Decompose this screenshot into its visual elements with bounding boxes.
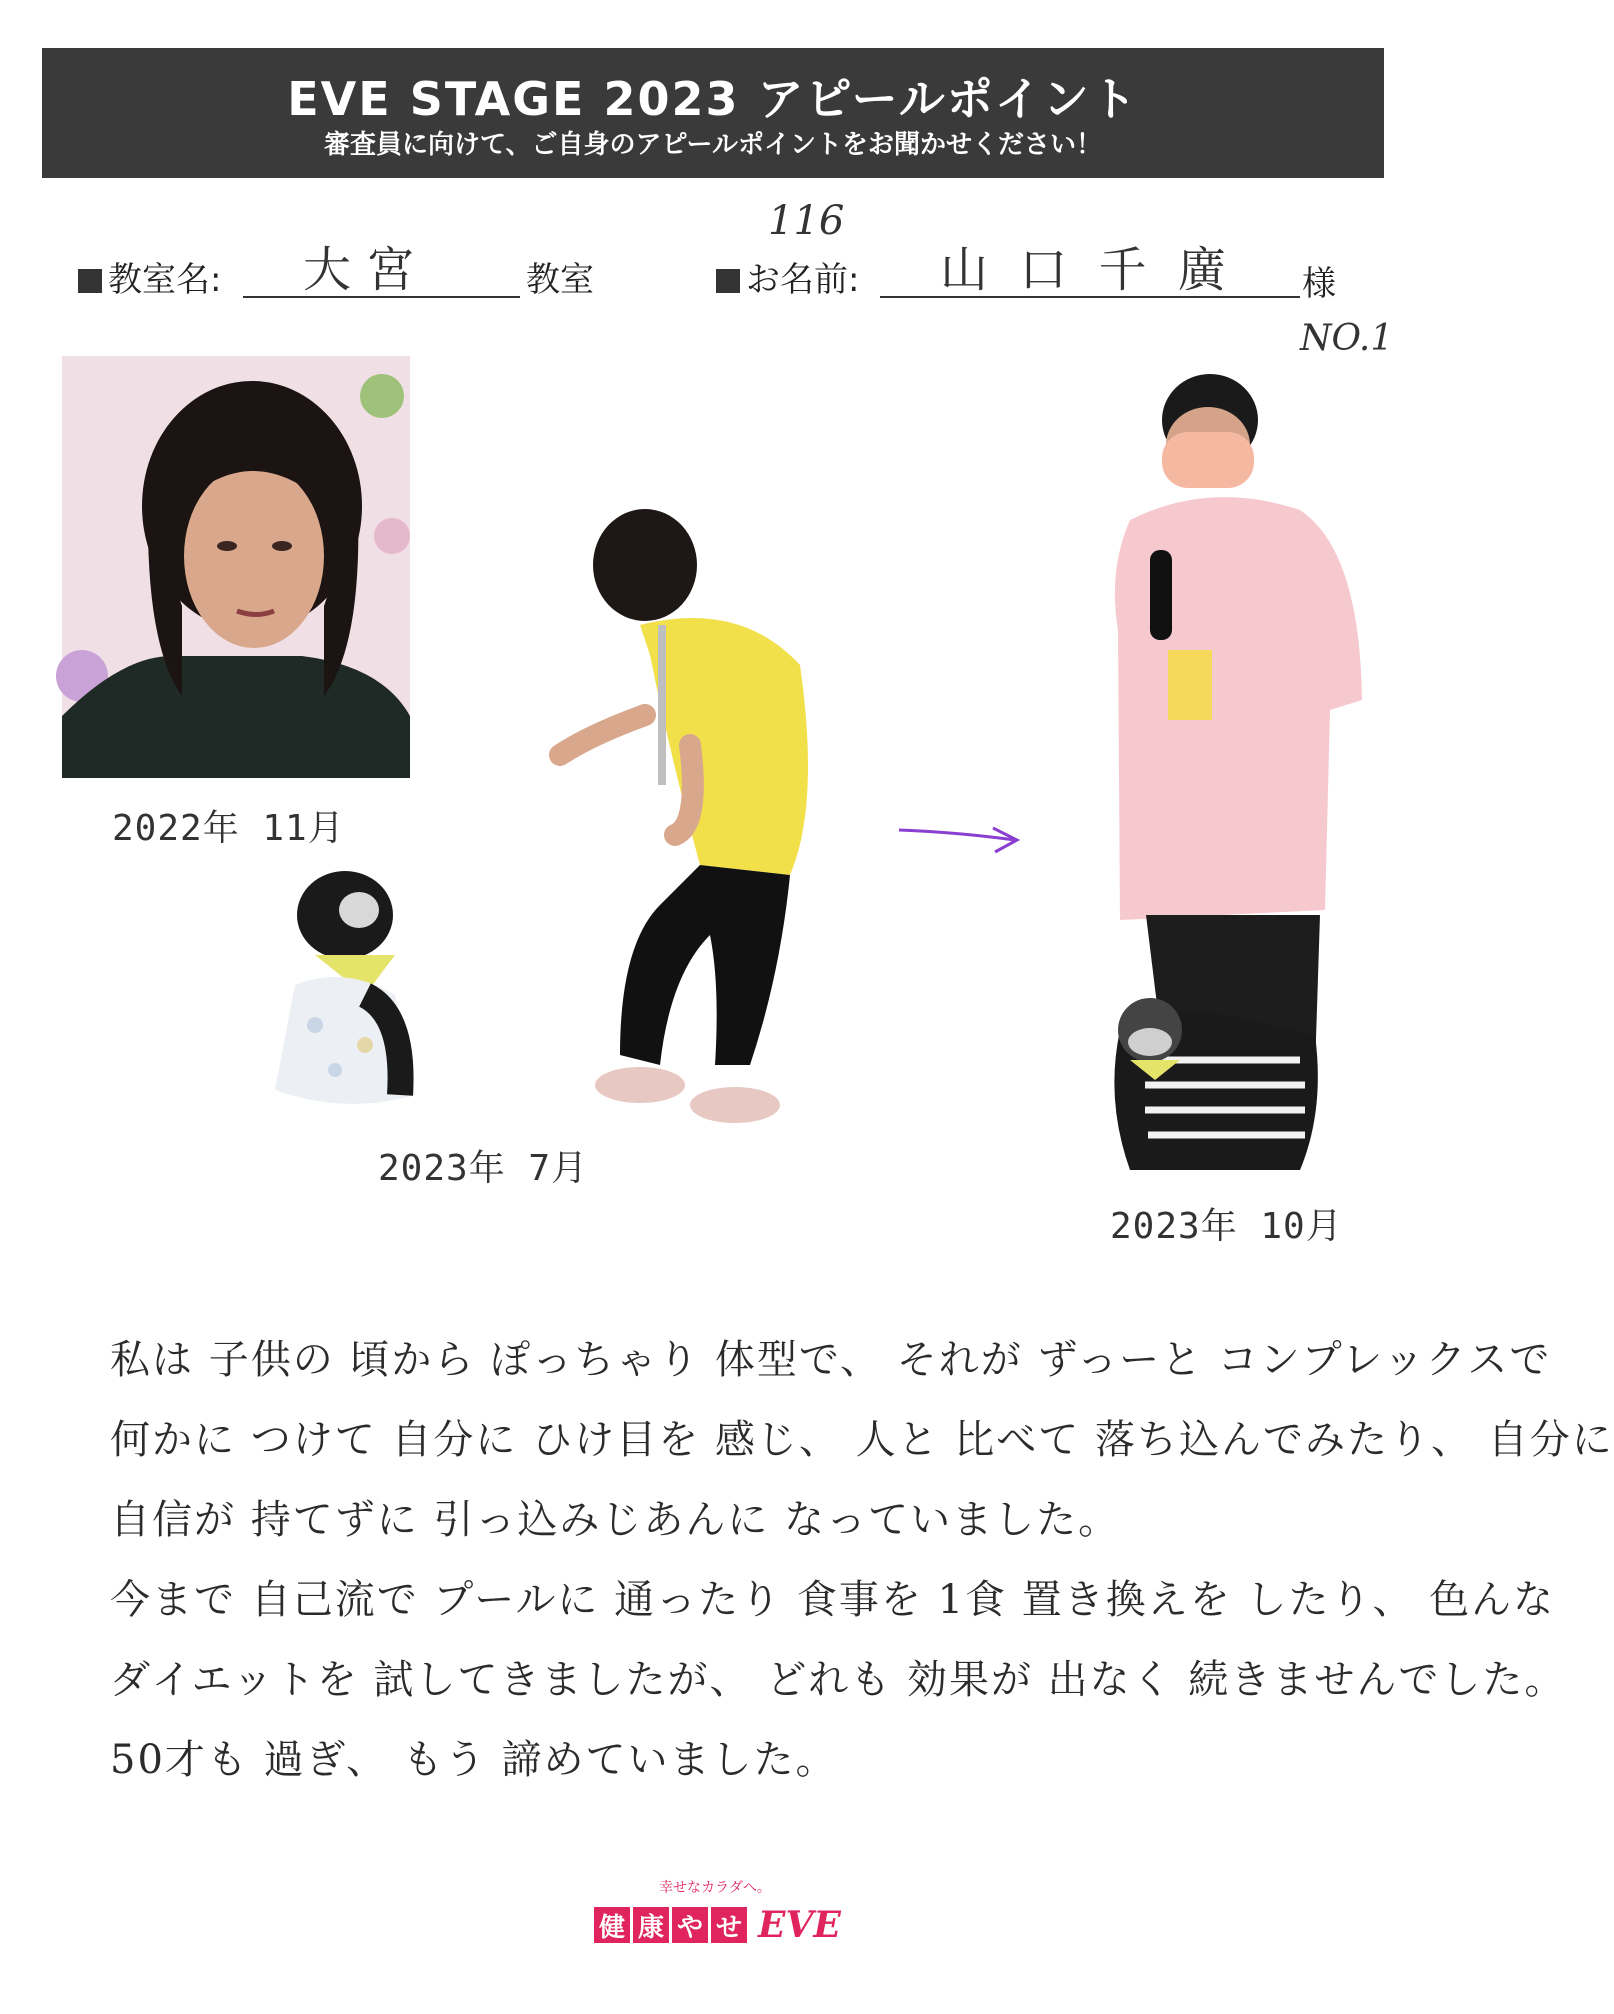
name-field: [880, 244, 1300, 298]
logo-eve: EVE: [758, 1904, 841, 1946]
name-label: お名前:: [716, 252, 859, 301]
before-portrait-photo: [62, 356, 410, 778]
dancing-figure-image: [550, 505, 820, 1145]
name-value: 山 口 千 廣: [940, 242, 1234, 298]
after-caption: 2023年 10月: [1110, 1206, 1343, 1247]
before-caption: 2022年 11月: [112, 808, 345, 849]
appeal-line: 今まで 自己流で プールに 通ったり 食事を 1食 置き換えを したり、 色んな: [110, 1577, 1556, 1623]
dog-image: [255, 865, 435, 1115]
dog-photo-middle: [255, 865, 435, 1115]
brand-logo: [594, 1905, 841, 1945]
classroom-suffix: 教室: [526, 260, 594, 300]
appeal-line: 50才も 過ぎ、 もう 諦めていました。: [110, 1737, 838, 1783]
logo-char: や: [672, 1907, 708, 1943]
after-photo: [1100, 370, 1366, 1180]
header-title: EVE STAGE 2023 アピールポイント: [287, 72, 1139, 126]
header-banner: [42, 48, 1384, 178]
logo-char: 健: [594, 1907, 630, 1943]
square-bullet-icon: [716, 269, 740, 293]
appeal-text: [110, 1320, 1614, 1800]
appeal-line: 何かに つけて 自分に ひけ目を 感じ、 人と 比べて 落ち込んでみたり、 自分に: [110, 1417, 1614, 1463]
classroom-field: [243, 244, 520, 298]
appeal-line: 自信が 持てずに 引っ込みじあんに なっていました。: [110, 1497, 1121, 1543]
header-subtitle: 審査員に向けて、ご自身のアピールポイントをお聞かせください！: [324, 130, 1102, 160]
middle-caption: 2023年 7月: [378, 1148, 589, 1189]
classroom-label: 教室名:: [78, 252, 221, 301]
entry-number: 116: [768, 198, 845, 244]
portrait-image: [62, 356, 410, 778]
after-figure-image: [1100, 370, 1366, 1180]
middle-dancing-photo: [550, 505, 820, 1145]
footer-tagline: 幸せなカラダへ。: [659, 1880, 771, 1896]
arrow-right-icon: [895, 818, 1025, 858]
logo-char: 康: [633, 1907, 669, 1943]
logo-char: せ: [711, 1907, 747, 1943]
square-bullet-icon: [78, 269, 102, 293]
appeal-line: ダイエットを 試してきましたが、 どれも 効果が 出なく 続きませんでした。: [110, 1657, 1567, 1703]
page-number: NO.1: [1300, 318, 1394, 359]
appeal-line: 私は 子供の 頃から ぽっちゃり 体型で、 それが ずっーと コンプレックスで: [110, 1337, 1552, 1383]
name-suffix: 様: [1302, 264, 1336, 304]
classroom-value: 大 宮: [303, 242, 415, 298]
